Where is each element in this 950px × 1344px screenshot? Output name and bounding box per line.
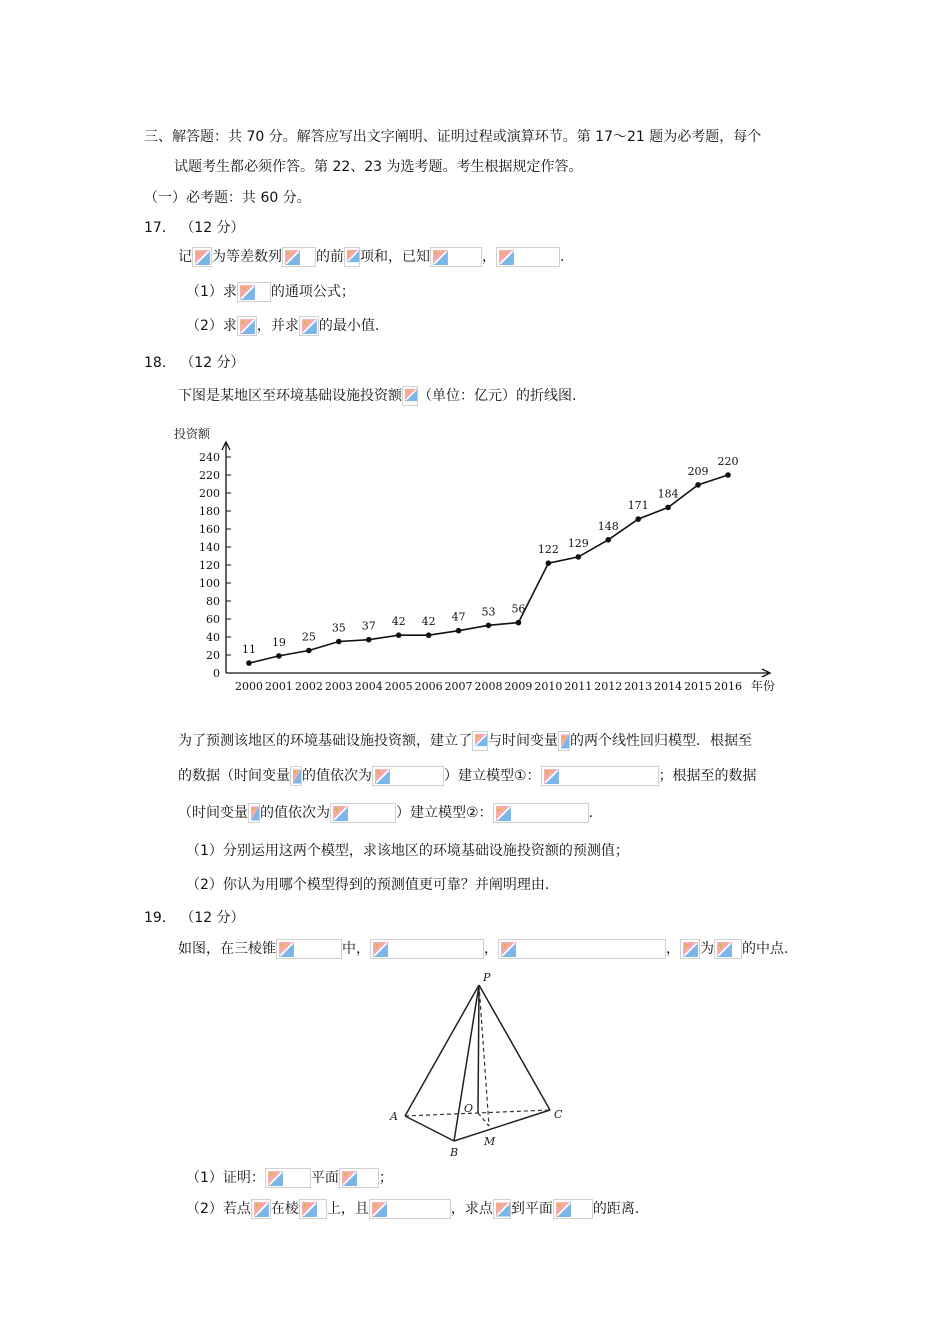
q18-part1: （1）分别运用这两个模型，求该地区的环境基础设施投资额的预测值； bbox=[186, 843, 629, 859]
data-point bbox=[665, 505, 671, 511]
x-tick-label: 2009 bbox=[504, 680, 533, 693]
data-point bbox=[516, 620, 522, 626]
data-point bbox=[695, 482, 701, 488]
x-tick-label: 2004 bbox=[354, 680, 383, 693]
q17-header bbox=[144, 217, 245, 237]
q19-header bbox=[144, 907, 245, 927]
formula-image bbox=[339, 1168, 379, 1188]
data-point bbox=[396, 632, 402, 638]
y-tick-label: 60 bbox=[206, 613, 220, 626]
data-point bbox=[366, 637, 372, 643]
broken-image-icon bbox=[301, 1201, 318, 1218]
data-label: 220 bbox=[717, 455, 739, 468]
data-points bbox=[246, 472, 731, 666]
data-label: 42 bbox=[391, 615, 406, 629]
data-label: 129 bbox=[567, 536, 589, 550]
y-tick-label: 160 bbox=[199, 523, 220, 536]
label-C: C bbox=[554, 1108, 563, 1121]
label-M: M bbox=[484, 1135, 496, 1148]
formula-image bbox=[192, 247, 212, 267]
label-P: P bbox=[483, 971, 491, 984]
broken-image-icon bbox=[716, 941, 733, 958]
formula-image bbox=[369, 1199, 451, 1219]
x-tick-label: 2010 bbox=[534, 680, 563, 693]
series-line bbox=[249, 475, 728, 663]
data-label: 148 bbox=[597, 519, 619, 533]
broken-image-icon bbox=[332, 805, 349, 822]
broken-image-icon bbox=[682, 941, 699, 958]
broken-image-icon bbox=[404, 388, 418, 402]
formula-image bbox=[493, 803, 589, 823]
y-tick-label: 240 bbox=[199, 451, 220, 464]
x-tick-label: 2015 bbox=[684, 680, 713, 693]
y-tick-label: 220 bbox=[199, 469, 220, 482]
data-point bbox=[725, 472, 731, 478]
x-axis-label: 年份 bbox=[751, 679, 776, 693]
data-label: 35 bbox=[331, 621, 346, 635]
x-tick-label: 2014 bbox=[654, 680, 683, 693]
data-point bbox=[276, 653, 282, 659]
question-score: （12 分） bbox=[180, 220, 245, 236]
x-tick-label: 2001 bbox=[264, 680, 293, 693]
broken-image-icon bbox=[500, 941, 517, 958]
formula-image bbox=[237, 316, 257, 336]
y-axis-label: 投资额 bbox=[174, 427, 211, 441]
broken-image-icon bbox=[474, 733, 488, 747]
broken-image-icon bbox=[495, 1201, 511, 1218]
data-label: 122 bbox=[537, 543, 559, 557]
q18-part2: （2）你认为用哪个模型得到的预测值更可靠？并阐明理由. bbox=[186, 877, 550, 893]
question-score: （12 分） bbox=[180, 355, 245, 371]
data-label: 47 bbox=[451, 610, 466, 624]
formula-image bbox=[372, 766, 444, 786]
formula-image bbox=[553, 1199, 593, 1219]
formula-image bbox=[299, 316, 319, 336]
broken-image-icon bbox=[555, 1201, 572, 1218]
investment-line-chart bbox=[166, 420, 786, 710]
x-tick-label: 2016 bbox=[714, 680, 742, 693]
question-number: 19． bbox=[144, 910, 176, 926]
x-tick-label: 2003 bbox=[324, 680, 353, 693]
section-subtitle: （一）必考题：共 60 分。 bbox=[144, 190, 311, 206]
section-title: 三、解答题：共 70 分。解答应写出文字阐明、证明过程或演算环节。第 17～21 题为必考题，每个 bbox=[144, 129, 762, 145]
formula-image bbox=[498, 939, 666, 959]
data-label: 25 bbox=[301, 630, 316, 644]
broken-image-icon bbox=[284, 249, 301, 266]
data-point bbox=[605, 537, 611, 543]
broken-image-icon bbox=[346, 249, 360, 263]
broken-image-icon bbox=[253, 1201, 270, 1218]
q19-part1: （1）证明： 平面 ； bbox=[186, 1170, 393, 1186]
q19-stem: 如图，在三棱锥 中， ， ， 为 的中点. bbox=[178, 941, 789, 957]
formula-image bbox=[276, 939, 342, 959]
formula-image bbox=[714, 939, 742, 959]
data-label: 42 bbox=[421, 615, 436, 629]
broken-image-icon bbox=[374, 768, 391, 785]
formula-image bbox=[496, 247, 560, 267]
q17-part2: （2）求 ，并求 的最小值. bbox=[186, 318, 380, 334]
formula-image bbox=[248, 803, 260, 823]
q18-intro: 下图是某地区至环境基础设施投资额 （单位：亿元）的折线图. bbox=[178, 388, 577, 404]
broken-image-icon bbox=[194, 249, 211, 266]
q17-stem: 记 为等差数列 的前 项和，已知 ， . bbox=[178, 249, 565, 265]
data-point bbox=[546, 560, 552, 566]
y-tick-label: 20 bbox=[206, 649, 220, 662]
data-point bbox=[336, 639, 342, 645]
q18-header bbox=[144, 352, 245, 372]
broken-image-icon bbox=[372, 941, 389, 958]
label-A: A bbox=[390, 1110, 398, 1123]
label-O: O bbox=[464, 1102, 474, 1115]
broken-image-icon bbox=[292, 768, 302, 785]
x-tick-label: 2002 bbox=[294, 680, 323, 693]
formula-image bbox=[237, 282, 271, 302]
broken-image-icon bbox=[301, 318, 318, 335]
question-number: 18． bbox=[144, 355, 176, 371]
x-axis-ticks bbox=[235, 680, 742, 693]
broken-image-icon bbox=[495, 805, 512, 822]
x-tick-label: 2007 bbox=[444, 680, 473, 693]
data-label: 56 bbox=[511, 602, 526, 616]
broken-image-icon bbox=[250, 805, 260, 822]
broken-image-icon bbox=[341, 1170, 358, 1187]
formula-image bbox=[472, 731, 488, 751]
data-point bbox=[486, 623, 492, 629]
q18-text-1: 为了预测该地区的环境基础设施投资额，建立了 与时间变量 的两个线性回归模型．根据至 bbox=[178, 733, 752, 749]
y-tick-label: 100 bbox=[199, 577, 220, 590]
x-tick-label: 2008 bbox=[474, 680, 503, 693]
formula-image bbox=[251, 1199, 271, 1219]
broken-image-icon bbox=[371, 1201, 388, 1218]
broken-image-icon bbox=[498, 249, 515, 266]
data-point bbox=[576, 554, 582, 560]
broken-image-icon bbox=[239, 284, 256, 301]
data-label: 19 bbox=[271, 635, 286, 649]
label-B: B bbox=[450, 1146, 459, 1159]
tetrahedron-edges bbox=[405, 985, 550, 1141]
q18-text-2: 的数据（时间变量 的值依次为 ）建立模型①： ；根据至的数据 bbox=[178, 768, 757, 784]
broken-image-icon bbox=[560, 733, 570, 750]
question-number: 17． bbox=[144, 220, 176, 236]
formula-image bbox=[493, 1199, 511, 1219]
q18-text-3: （时间变量 的值依次为 ）建立模型②： . bbox=[178, 805, 594, 821]
data-label: 37 bbox=[361, 619, 376, 633]
x-tick-label: 2013 bbox=[624, 680, 653, 693]
broken-image-icon bbox=[267, 1170, 284, 1187]
y-tick-label: 200 bbox=[199, 487, 220, 500]
data-label: 184 bbox=[657, 487, 679, 501]
x-tick-label: 2006 bbox=[414, 680, 443, 693]
formula-image bbox=[299, 1199, 327, 1219]
data-point bbox=[635, 516, 641, 522]
formula-image bbox=[430, 247, 482, 267]
section-instructions: 试题考生都必须作答。第 22、23 为选考题。考生根据规定作答。 bbox=[174, 159, 583, 175]
y-tick-label: 40 bbox=[206, 631, 220, 644]
data-label: 53 bbox=[481, 605, 496, 619]
formula-image bbox=[330, 803, 396, 823]
x-tick-label: 2005 bbox=[384, 680, 413, 693]
y-tick-label: 180 bbox=[199, 505, 220, 518]
formula-image bbox=[370, 939, 484, 959]
formula-image bbox=[265, 1168, 311, 1188]
data-label: 171 bbox=[627, 499, 649, 513]
broken-image-icon bbox=[239, 318, 256, 335]
x-tick-label: 2012 bbox=[594, 680, 623, 693]
tetrahedron-figure bbox=[380, 968, 580, 1163]
y-tick-label: 120 bbox=[199, 559, 220, 572]
x-tick-label: 2000 bbox=[235, 680, 263, 693]
y-tick-label: 80 bbox=[206, 595, 220, 608]
y-tick-label: 140 bbox=[199, 541, 220, 554]
data-label: 209 bbox=[687, 464, 709, 478]
formula-image bbox=[344, 247, 360, 267]
question-score: （12 分） bbox=[180, 910, 245, 926]
data-point bbox=[426, 632, 432, 638]
data-point bbox=[246, 660, 252, 666]
data-point bbox=[456, 628, 462, 634]
formula-image bbox=[282, 247, 316, 267]
formula-image bbox=[558, 731, 570, 751]
q19-part2: （2）若点 在棱 上，且 ，求点 到平面 的距离. bbox=[186, 1201, 640, 1217]
broken-image-icon bbox=[278, 941, 295, 958]
formula-image bbox=[402, 386, 418, 406]
broken-image-icon bbox=[543, 768, 560, 785]
data-point bbox=[306, 648, 312, 654]
y-tick-label: 0 bbox=[213, 667, 220, 680]
q17-part1: （1）求 的通项公式； bbox=[186, 284, 355, 300]
broken-image-icon bbox=[432, 249, 449, 266]
formula-image bbox=[290, 766, 302, 786]
data-label: 11 bbox=[242, 643, 256, 657]
x-tick-label: 2011 bbox=[564, 680, 593, 693]
formula-image bbox=[541, 766, 659, 786]
formula-image bbox=[680, 939, 700, 959]
